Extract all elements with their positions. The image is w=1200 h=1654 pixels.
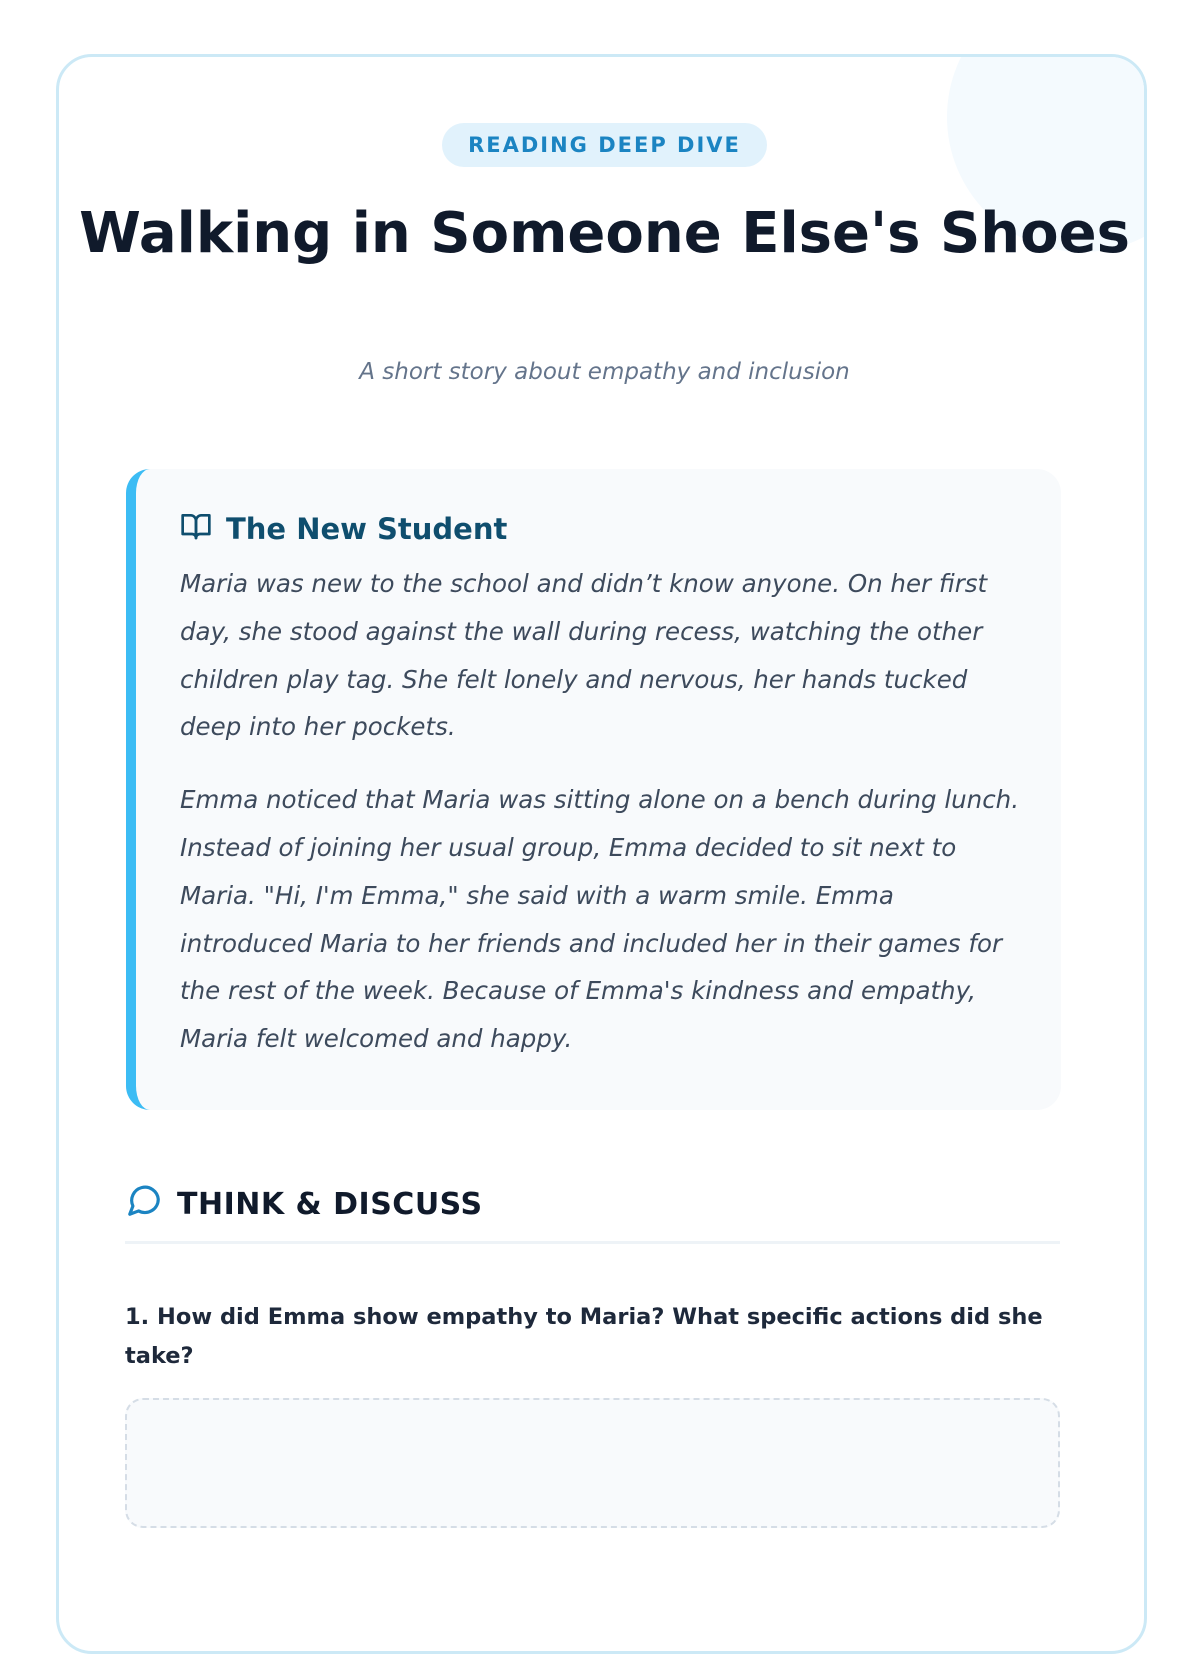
answer-box[interactable] [125, 1398, 1060, 1528]
page-title: Walking in Someone Else's Shoes [79, 201, 1130, 266]
worksheet-card [56, 54, 1147, 1654]
section-badge: READING DEEP DIVE [442, 123, 767, 167]
discussion-header [125, 1183, 1060, 1225]
page-subtitle: A short story about empathy and inclusion [359, 359, 850, 385]
story-paragraph: Maria was new to the school and didn’t know anyone. On her first day, she stood against the wall during recess, watching the other children play tag. She felt lonely and nervous, her hands tucked deep into her pockets. [180, 569, 988, 742]
chat-bubble-icon [125, 1181, 163, 1227]
story-paragraph: Emma noticed that Maria was sitting alone on a bench during lunch. Instead of joining her usual group, Emma decided to sit next to Maria. "Hi, I'm Emma," she said with a warm smile. Emma introduced Maria to her friends and included her in their games for the rest of the week. Because of Emma's kindness and empathy, Maria felt welcomed and happy. [180, 785, 1019, 1054]
book-open-icon [180, 510, 212, 549]
discussion-title: THINK & DISCUSS [177, 1186, 483, 1222]
story-text [180, 560, 1025, 1063]
section-divider [125, 1241, 1060, 1244]
question-text: 1. How did Emma show empathy to Maria? What specific actions did she take? [125, 1304, 1043, 1369]
discussion-section [125, 1183, 1060, 1528]
story-header [180, 509, 1025, 549]
story-box [126, 469, 1061, 1110]
story-title: The New Student [226, 512, 508, 546]
